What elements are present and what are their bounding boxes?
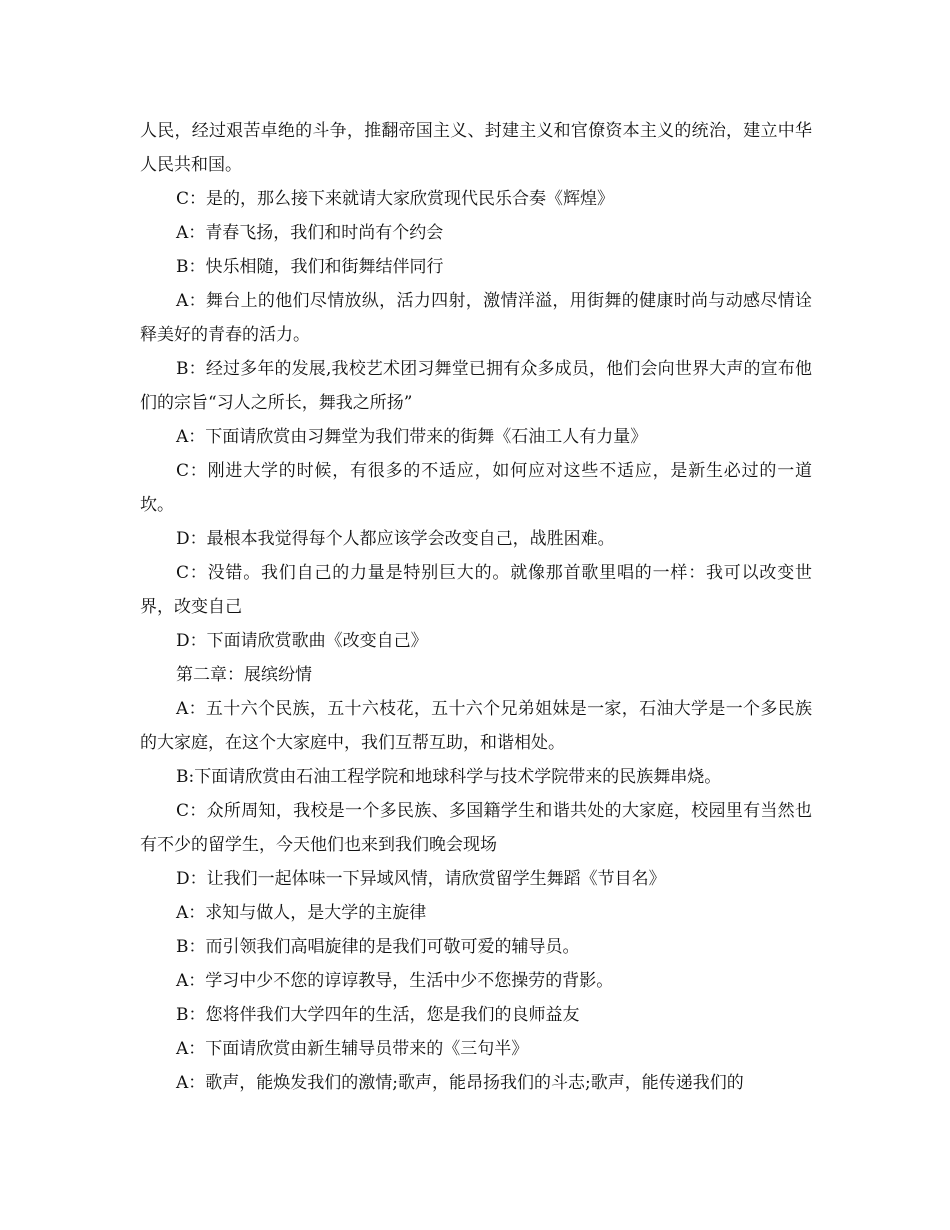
paragraph: B：快乐相随，我们和街舞结伴同行 (176, 257, 444, 277)
paragraph: 人民，经过艰苦卓绝的斗争，推翻帝国主义、封建主义和官僚资本主义的统治，建立中华人民共和国。 (140, 121, 812, 175)
paragraph: B：而引领我们高唱旋律的是我们可敬可爱的辅导员。 (176, 937, 580, 957)
paragraph: D：让我们一起体味一下异域风情，请欣赏留学生舞蹈《节目名》 (176, 869, 666, 889)
paragraph: A：青春飞扬，我们和时尚有个约会 (176, 223, 444, 243)
paragraph: A：歌声，能焕发我们的激情;歌声，能昂扬我们的斗志;歌声，能传递我们的 (176, 1073, 744, 1093)
paragraph: C：是的，那么接下来就请大家欣赏现代民乐合奏《辉煌》 (176, 189, 615, 209)
paragraph: D：最根本我觉得每个人都应该学会改变自己，战胜困难。 (176, 529, 615, 549)
paragraph: C：刚进大学的时候，有很多的不适应，如何应对这些不适应，是新生必过的一道坎。 (140, 461, 812, 515)
paragraph: B：您将伴我们大学四年的生活，您是我们的良师益友 (176, 1005, 580, 1025)
paragraph: C：没错。我们自己的力量是特别巨大的。就像那首歌里唱的一样：我可以改变世界，改变自己 (140, 563, 812, 617)
paragraph: A：下面请欣赏由新生辅导员带来的《三句半》 (176, 1039, 529, 1059)
paragraph: A：舞台上的他们尽情放纵，活力四射，激情洋溢，用街舞的健康时尚与动感尽情诠释美好的青春的活力。 (140, 291, 812, 345)
paragraph: D：下面请欣赏歌曲《改变自己》 (176, 631, 428, 651)
paragraph: A：学习中少不您的谆谆教导，生活中少不您操劳的背影。 (176, 971, 614, 991)
paragraph: B:下面请欣赏由石油工程学院和地球科学与技术学院带来的民族舞串烧。 (176, 767, 722, 787)
paragraph: A：下面请欣赏由习舞堂为我们带来的街舞《石油工人有力量》 (176, 427, 648, 447)
document-body (140, 114, 812, 1100)
paragraph: B：经过多年的发展,我校艺术团习舞堂已拥有众多成员，他们会向世界大声的宣布他们的宗旨“习人之所长，舞我之所扬” (140, 359, 812, 413)
paragraph: A：求知与做人，是大学的主旋律 (176, 903, 427, 923)
chapter-heading: 第二章：展缤纷情 (176, 665, 312, 685)
paragraph: C：众所周知，我校是一个多民族、多国籍学生和谐共处的大家庭，校园里有当然也有不少的留学生，今天他们也来到我们晚会现场 (140, 801, 812, 855)
paragraph: A：五十六个民族，五十六枝花，五十六个兄弟姐妹是一家，石油大学是一个多民族的大家庭，在这个大家庭中，我们互帮互助，和谐相处。 (140, 699, 812, 753)
